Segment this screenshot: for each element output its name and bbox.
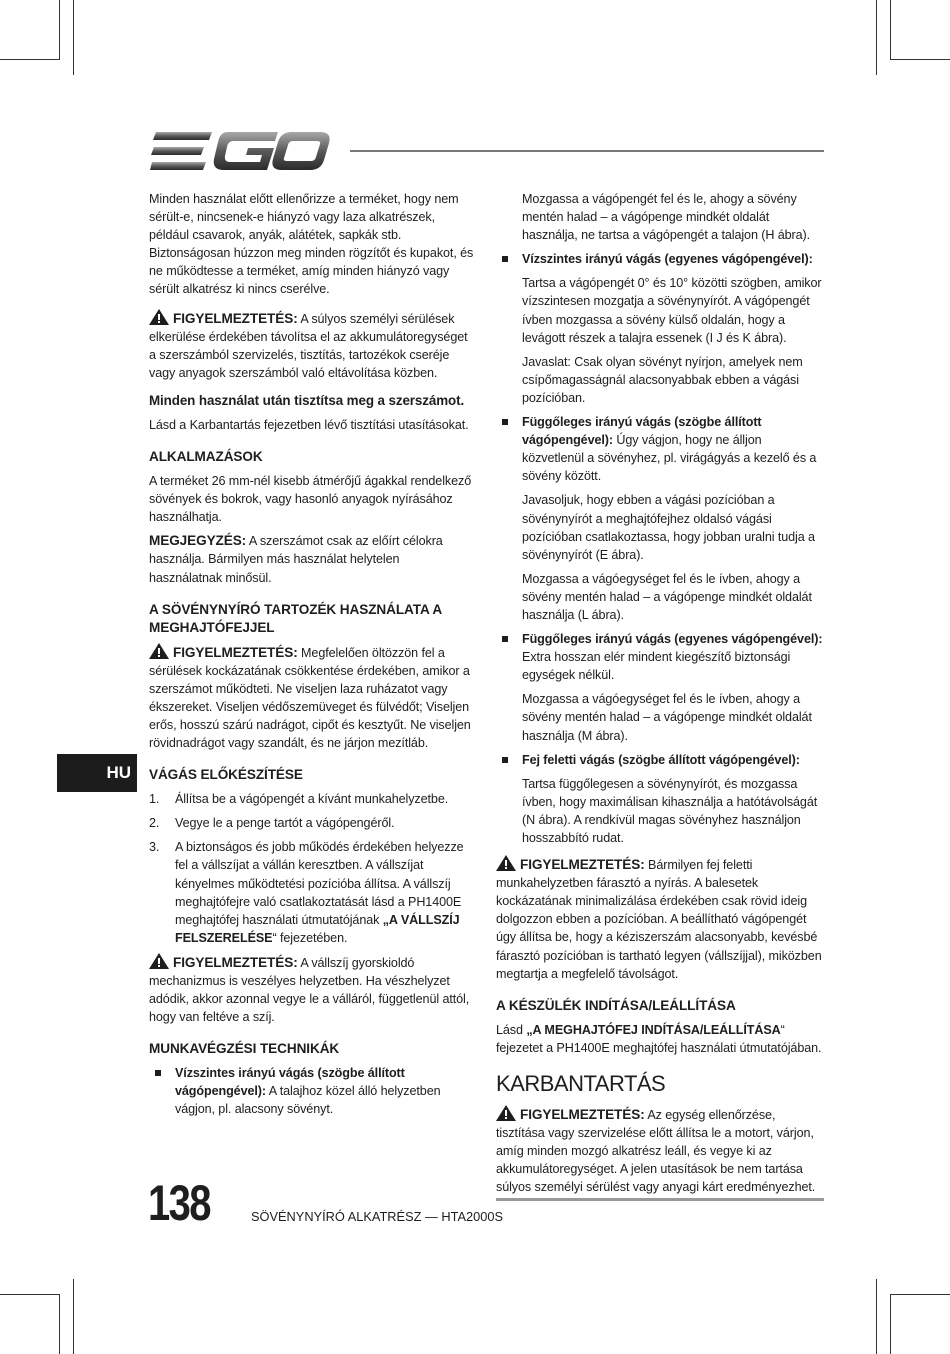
warning-icon [149, 643, 169, 659]
page-number: 138 [148, 1175, 210, 1231]
warning-text: Bármilyen fej feletti munkahelyzetben fárasztó a nyírás. A balesetek kockázatának minimalizálása érdekében csak rövid ideig dolgozzon ebben a pozícióban. A beállítható vágópengét úgy állítsa be, hogy a kéziszerszám alacsonyabb, kevésbé fárasztó pozícióban is tartható legyen (vállszíjjal), miközben megtartja a megfelelő távolságot. [496, 858, 822, 981]
start-suffix: “ fejezetet a PH1400E meghajtófej használati útmutatójában. [496, 1022, 822, 1055]
item-title: Fej feletti vágás (szögbe állított vágópengével): [522, 752, 800, 767]
note-text: A szerszámot csak az előírt célokra használja. Bármilyen más használat helytelen használatnak minősül. [149, 534, 443, 585]
item-text: Tartsa a vágópengét 0° és 10° közötti szögben, amikor vízszintesen mozgatja a sövénynyírót. A vágópengét ívben mozgassa a sövény külső oldalán, hogy a levágott részek a talajra essenek (I J és K ábra). [522, 276, 822, 345]
applications-text: A terméket 26 mm-nél kisebb átmérőjű ágakkal rendelkező sövények és bokrok, vagy hasonló anyagok nyírásához használhatja. [149, 474, 472, 525]
item-tip: Javaslat: Csak olyan sövényt nyírjon, amelyek nem csípőmagasságnál alacsonyabbak ebben a vágási pozícióban. [522, 354, 803, 405]
crop-mark [0, 59, 60, 60]
list-item [149, 814, 475, 832]
technique-list-cont [496, 250, 826, 847]
list-item [149, 790, 475, 808]
warning-icon [496, 855, 516, 871]
warning-label: FIGYELMEZTETÉS: [173, 644, 298, 660]
item-title: Függőleges irányú vágás (egyenes vágópengével): [522, 632, 823, 647]
warning-text: A vállszíj gyorskioldó mechanizmus is veszélyes helyzetben. Ha vészhelyzet adódik, akkor azonnal vegye le a válláról, függetlenül attól, hogy van feltéve a szíj. [149, 955, 470, 1025]
item-title: Függőleges irányú vágás (szögbe állított vágópengével): [522, 415, 762, 448]
item-title: Vízszintes irányú vágás (szögbe állított vágópengével): [175, 1066, 405, 1099]
warning-icon [496, 1105, 516, 1121]
start-stop-text [496, 1021, 826, 1057]
crop-mark [59, 1294, 60, 1354]
crop-mark [890, 1294, 950, 1295]
warning-block [496, 1105, 826, 1196]
prep-heading: VÁGÁS ELŐKÉSZÍTÉSE [149, 767, 303, 783]
step-text: A biztonságos és jobb működés érdekében helyezze fel a vállszíjat a vállán keresztben. A vállszíjat kényelmes működtetési pozícióba állítsa. A vállszíj meghajtófejre való csatlakoztatását lásd a PH1400E meghajtófej használati útmutatójának [175, 840, 464, 927]
technique-heading: MUNKAVÉGZÉSI TECHNIKÁK [149, 1041, 340, 1057]
step-text: Állítsa be a vágópengét a kívánt munkahelyzetbe. [175, 792, 449, 807]
warning-block [149, 643, 475, 753]
note-block [149, 532, 475, 586]
maintenance-heading: KARBANTARTÁS [496, 1070, 666, 1096]
step-number: 1. [149, 792, 160, 807]
warning-label: FIGYELMEZTETÉS: [173, 954, 298, 970]
crop-mark [876, 0, 877, 75]
warning-text: A súlyos személyi sérülések elkerülése érdekében távolítsa el az akkumulátoregységet a szerszámból szervizelés, tisztítás, tartozékok cseréje vagy anyagok szerszámból való eltávolítása közben. [149, 311, 468, 380]
clean-heading: Minden használat után tisztítsa meg a szerszámot. [149, 392, 465, 408]
crop-mark [73, 1279, 74, 1354]
step-number: 3. [149, 840, 160, 855]
crop-mark [890, 59, 950, 60]
warning-label: FIGYELMEZTETÉS: [520, 1106, 645, 1122]
left-column [149, 190, 475, 1125]
ego-logo [150, 130, 330, 172]
item-text: Mozgassa a vágóegységet fel és le ívben, ahogy a sövény mentén halad – a vágópenge mindkét oldalát használja (M ábra). [522, 692, 812, 743]
warning-text: Megfelelően öltözzön fel a sérülések kockázatának csökkentése érdekében, amikor a szerszámot működteti. Ne viseljen laza ruházatot vagy ékszereket. Viseljen védőszemüveget és fülvédőt; Viseljen erős, hosszú szárú nadrágot, cipőt és kesztyűt. Ne viseljen rövidnadrágot vagy szandált, és ne járjon mezítláb. [149, 645, 471, 751]
crop-mark [890, 1294, 891, 1354]
crop-mark [876, 1279, 877, 1354]
warning-icon [149, 309, 169, 325]
item-text: Tartsa függőlegesen a sövénynyírót, és mozgassa ívben, hogy maximálisan kihasználja a hatótávolságát (N ábra). A rendkívül magas sövényhez használjon hosszabbító rudat. [522, 776, 818, 845]
crop-mark [0, 1294, 60, 1295]
bullet-icon [502, 256, 508, 262]
prep-steps [149, 790, 475, 947]
crop-mark [59, 0, 60, 60]
attachment-heading: A SÖVÉNYNYÍRÓ TARTOZÉK HASZNÁLATA A MEGHAJTÓFEJJEL [149, 601, 442, 635]
warning-icon [149, 953, 169, 969]
crop-mark [73, 0, 74, 75]
technique-list [149, 1064, 475, 1118]
item-text: Extra hosszan elér mindent kiegészítő biztonsági egységek nélkül. [522, 650, 791, 683]
header-rule [350, 150, 824, 152]
item-title: Vízszintes irányú vágás (egyenes vágópengével): [522, 252, 813, 267]
list-item [496, 413, 826, 624]
item-text: Javasoljuk, hogy ebben a vágási pozícióban a sövénynyírót a meghajtófejhez oldalsó vágási pozícióban csatlakoztassa, hogy jobban uralni tudja a sövénynyírót (E ábra). [522, 493, 815, 562]
bullet-icon [502, 419, 508, 425]
list-item [496, 250, 826, 407]
step-text: Vegye le a penge tartót a vágópengéről. [175, 816, 395, 831]
warning-block [496, 855, 826, 983]
footer-rule [496, 1198, 824, 1201]
right-column [496, 190, 826, 1202]
bullet-icon [502, 636, 508, 642]
warning-block [149, 953, 475, 1026]
bullet-icon [502, 757, 508, 763]
intro-paragraph: Minden használat előtt ellenőrizze a terméket, hogy nem sérült-e, nincsenek-e hiányzó vagy laza alkatrészek, például csavarok, anyák, alátétek, sapkák stb. Biztonságosan húzzon meg minden rögzítőt és kupakot, és ne működtesse a terméket, amíg minden hiányzó vagy sérült alkatrész ki nincs cserélve. [149, 192, 474, 297]
continued-text: Mozgassa a vágópengét fel és le, ahogy a sövény mentén halad – a vágópenge mindkét oldalát használja, ne tartsa a vágópengét a talajon (H ábra). [522, 192, 811, 243]
step-number: 2. [149, 816, 160, 831]
note-label: MEGJEGYZÉS: [149, 533, 247, 549]
start-stop-heading: A KÉSZÜLÉK INDÍTÁSA/LEÁLLÍTÁSA [496, 997, 736, 1013]
list-item [496, 751, 826, 847]
item-text: A talajhoz közel álló helyzetben vágjon, pl. alacsony sövényt. [175, 1084, 441, 1117]
warning-label: FIGYELMEZTETÉS: [520, 857, 645, 873]
step-tail: “ fejezetében. [272, 930, 348, 945]
footer-title: SÖVÉNYNYÍRÓ ALKATRÉSZ — HTA2000S [251, 1209, 503, 1224]
crop-mark [890, 0, 891, 60]
start-prefix: Lásd [496, 1022, 527, 1037]
item-text: Mozgassa a vágóegységet fel és le ívben, ahogy a sövény mentén halad – a vágópenge mindkét oldalát használja (L ábra). [522, 571, 812, 622]
step-reference: „A VÁLLSZÍJ FELSZERELÉSE [175, 912, 460, 945]
warning-text: Az egység ellenőrzése, tisztítása vagy szervizelése előtt állítsa le a motort, várjon, amíg minden mozgó alkatrész leáll, és vegye ki az akkumulátoregységet. A jelen utasítások be nem tartása súlyos személyi sérülést vagy anyagi kárt eredményezhet. [496, 1107, 816, 1195]
list-item [149, 1064, 475, 1118]
warning-label: FIGYELMEZTETÉS: [173, 310, 298, 326]
language-tab: HU [57, 754, 137, 792]
bullet-icon [155, 1070, 161, 1076]
start-reference: „A MEGHAJTÓFEJ INDÍTÁSA/LEÁLLÍTÁSA [526, 1022, 781, 1037]
clean-text: Lásd a Karbantartás fejezetben lévő tisztítási utasításokat. [149, 417, 469, 432]
warning-block [149, 309, 475, 382]
applications-heading: ALKALMAZÁSOK [149, 449, 263, 465]
list-item [496, 630, 826, 745]
list-item [149, 838, 475, 947]
item-text: Úgy vágjon, hogy ne álljon közvetlenül a sövényhez, pl. virágágyás a kezelő és a sövény között. [522, 433, 817, 484]
